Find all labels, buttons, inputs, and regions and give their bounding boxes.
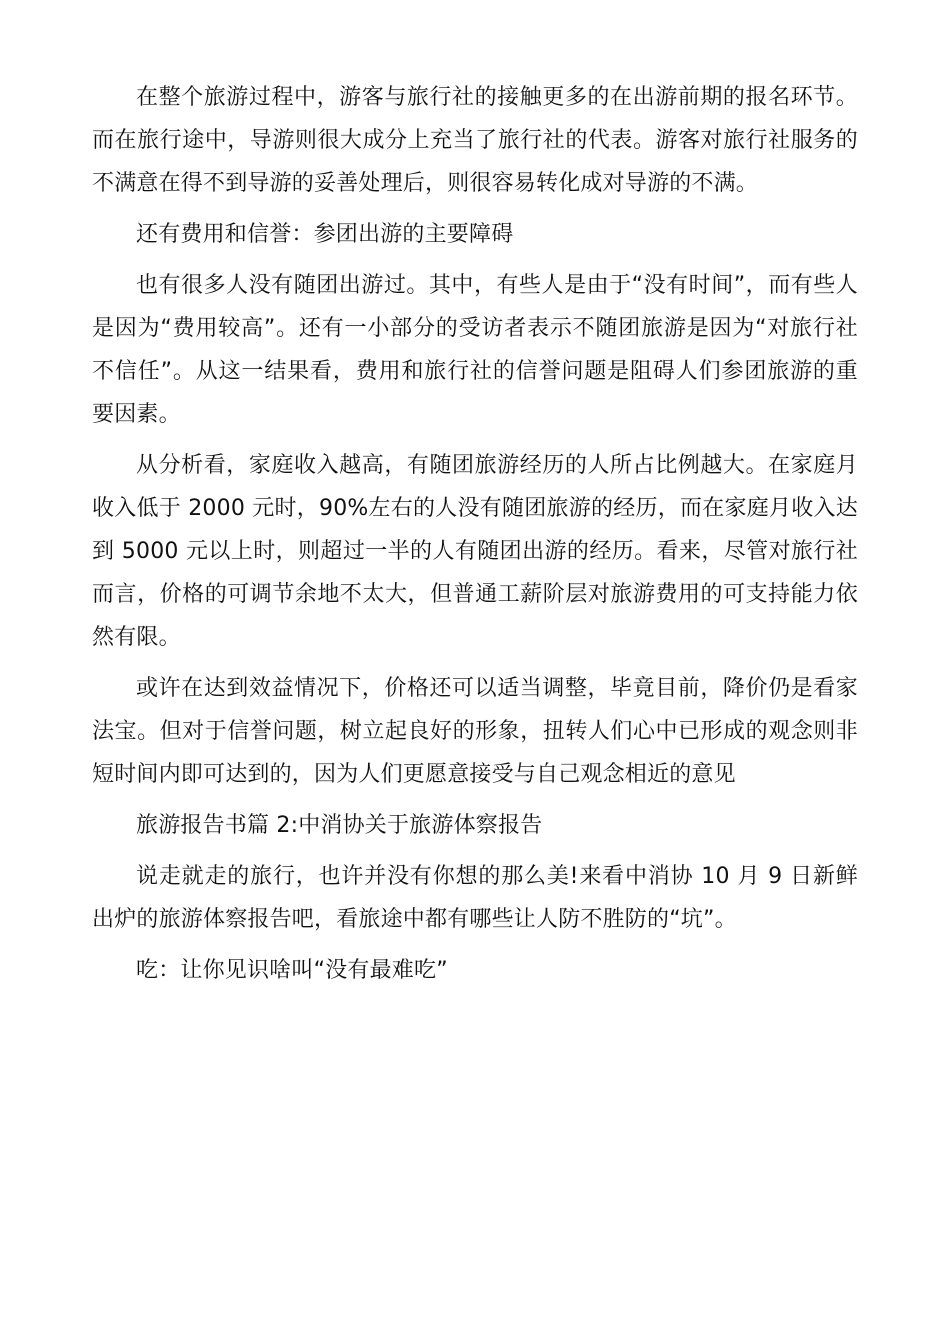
paragraph-survey-reasons: 也有很多人没有随团出游过。其中，有些人是由于“没有时间”，而有些人是因为“费用较高”。还有一小部分的受访者表示不随团旅游是因为“对旅行社不信任”。从这一结果看，费用和旅行社的信誉问题是阻碍人们参团旅游的重要因素。 bbox=[92, 273, 858, 427]
section-heading-food: 吃：让你见识啥叫“没有最难吃” bbox=[136, 958, 448, 983]
section-heading-report-2: 旅游报告书篇 2:中消协关于旅游体察报告 bbox=[136, 813, 543, 838]
document-page bbox=[92, 76, 858, 1000]
paragraph-guide-service: 在整个旅游过程中，游客与旅行社的接触更多的在出游前期的报名环节。而在旅行途中，导游则很大成分上充当了旅行社的代表。游客对旅行社服务的不满意在得不到导游的妥善处理后，则很容易转化成对导游的不满。 bbox=[92, 85, 858, 196]
paragraph-price-credibility: 或许在达到效益情况下，价格还可以适当调整，毕竟目前，降价仍是看家法宝。但对于信誉问题，树立起良好的形象，扭转人们心中已形成的观念则非短时间内即可达到的，因为人们更愿意接受与自己观念相近的意见 bbox=[92, 676, 858, 787]
paragraph-travel-report-intro: 说走就走的旅行，也许并没有你想的那么美!来看中消协 10 月 9 日新鲜出炉的旅游体察报告吧，看旅途中都有哪些让人防不胜防的“坑”。 bbox=[92, 864, 858, 932]
section-heading-cost-credibility: 还有费用和信誉：参团出游的主要障碍 bbox=[136, 222, 514, 247]
paragraph-income-analysis: 从分析看，家庭收入越高，有随团旅游经历的人所占比例越大。在家庭月收入低于 2000 元时，90%左右的人没有随团旅游的经历，而在家庭月收入达到 5000 元以上时，则超过一半的人有随团出游的经历。看来，尽管对旅行社而言，价格的可调节余地不太大，但普通工薪阶层对旅游费用的可支持能力依然有限。 bbox=[92, 453, 858, 650]
